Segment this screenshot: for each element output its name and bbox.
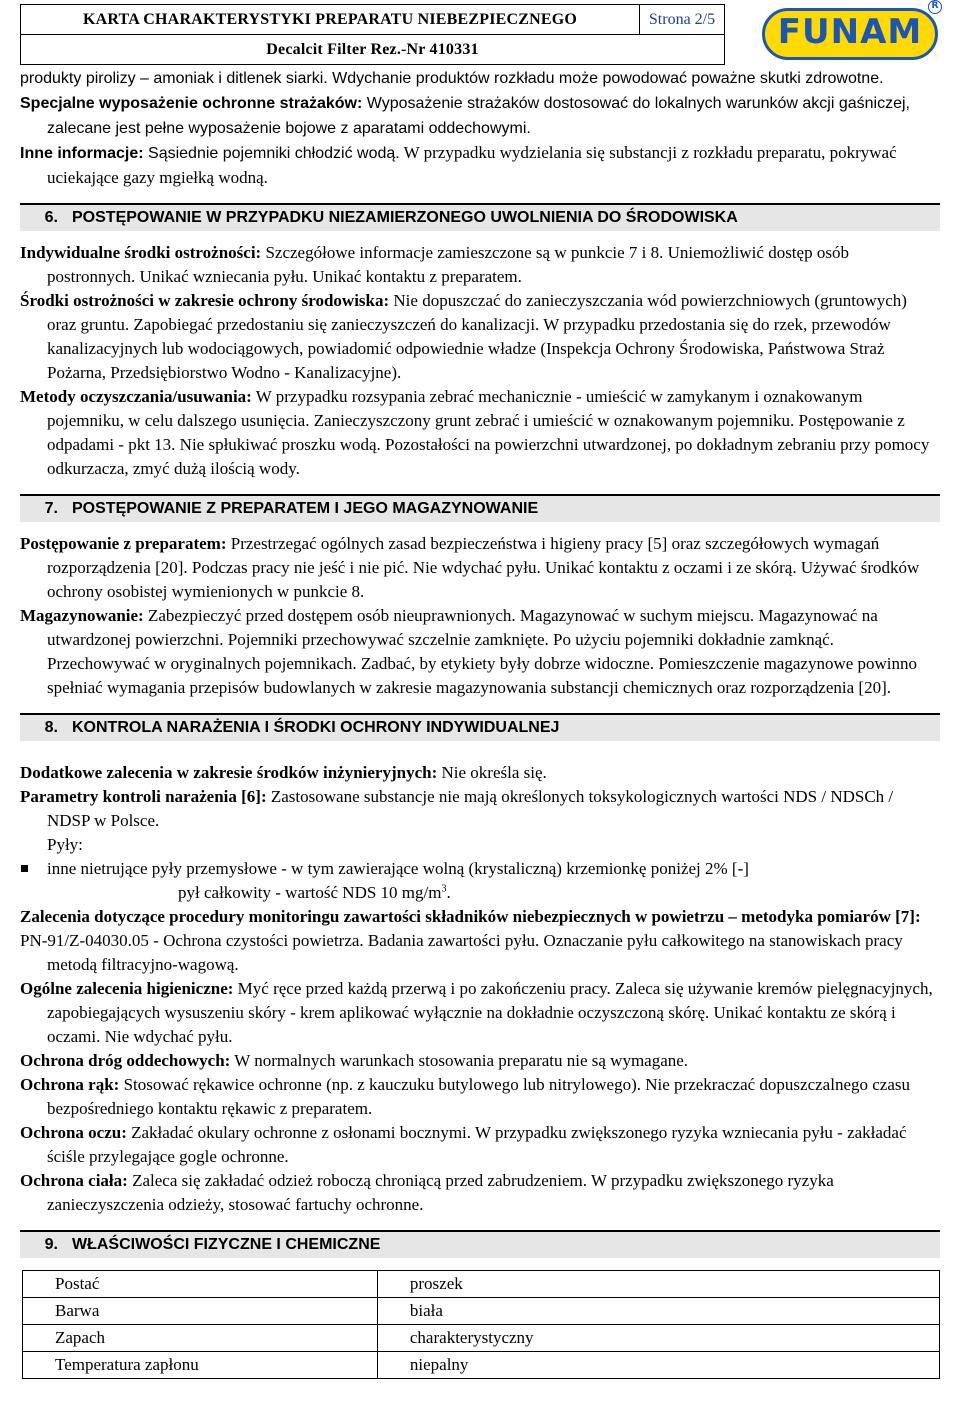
sec8-paragraph-1: Dodatkowe zalecenia w zakresie środków inżynieryjnych: Nie określa się. [20,763,547,782]
sec6-paragraph-2: Środki ostrożności w zakresie ochrony środowiska: Nie dopuszczać do zanieczyszczania wód powierzchniowych (gruntowych) oraz gruntu. Zapobiegać przedostaniu się zanieczyszczeń do kanalizacji. W przypadku przedostania się do rzek, przewodów kanalizacyjnych lub wodociągowych, powiadomić odpowiednie władze (Inspekcja Ochrony Środowiska, Państwowa Straż Pożarna, Przedsiębiorstwo Wodno - Kanalizacyjne). [20,291,907,382]
table-row [23,1325,940,1352]
intro-paragraph-3: Inne informacje: Sąsiednie pojemniki chłodzić wodą. W przypadku wydzielania się substancji z rozkładu preparatu, pokrywać uciekające gazy mgiełką wodną. [20,143,897,187]
properties-table [22,1270,940,1379]
sec8-dust-label: Pyły: [47,835,83,854]
sec8-paragraph-3-text: PN-91/Z-04030.05 - Ochrona czystości powietrza. Badania zawartości pyłu. Oznaczanie pyłu całkowitego na stanowiskach pracy metodą filtracyjno-wagową. [20,931,903,974]
sec8-bullet-item: inne nietrujące pyły przemysłowe - w tym zawierające wolną (krystaliczną) krzemionkę poniżej 2% [-] [20,857,940,881]
property-value: niepalny [377,1352,939,1379]
property-value: biała [377,1298,939,1325]
sec8-paragraph-6: Ochrona rąk: Stosować rękawice ochronne (np. z kauczuku butylowego lub nitrylowego). Nie przekraczać dopuszczalnego czasu bezpośredniego kontaktu rękawic z preparatem. [20,1075,910,1118]
header-table [20,4,725,65]
property-value: charakterystyczny [377,1325,939,1352]
sec7-paragraph-1: Postępowanie z preparatem: Przestrzegać ogólnych zasad bezpieczeństwa i higieny pracy [5] oraz szczegółowych wymagań rozporządzenia [20]. Podczas pracy nie jeść i nie pić. Nie wdychać pyłu. Unikać kontaktu z oczami i ze skórą. Używać środków ochrony osobistej wymienionych w punkcie 8. [20,534,920,601]
section-9-heading: 9. WŁAŚCIWOŚCI FIZYCZNE I CHEMICZNE [20,1230,940,1258]
property-name: Barwa [23,1298,378,1325]
document-title: KARTA CHARAKTERYSTYKI PREPARATU NIEBEZPIECZNEGO [21,5,640,35]
page-number: Strona 2/5 [640,5,725,35]
product-name: Decalcit Filter Rez.-Nr 410331 [21,35,725,65]
sec7-paragraph-2: Magazynowanie: Zabezpieczyć przed dostępem osób nieuprawnionych. Magazynować w suchym miejscu. Magazynować na utwardzonej powierzchni. Pojemniki przechowywać szczelnie zamknięte. Po użyciu pojemniki dokładnie zamknąć. Przechowywać w oryginalnych pojemnikach. Zadbać, by etykiety były dobrze widoczne. Pomieszczenie magazynowe powinno spełniać wymagania przepisów budowlanych w zakresie magazynowania substancji chemicznych oraz rozporządzenia [20]. [20,606,918,697]
intro-paragraph-1: produkty pirolizy – amoniak i ditlenek siarki. Wdychanie produktów rozkładu może powodować poważne skutki zdrowotne. [20,70,884,87]
logo-text: FUNAM [777,12,923,52]
table-row [23,1298,940,1325]
property-name: Zapach [23,1325,378,1352]
sec6-paragraph-1: Indywidualne środki ostrożności: Szczegółowe informacje zamieszczone są w punkcie 7 i 8. Uniemożliwić dostęp osób postronnych. Unikać wzniecania pyłu. Unikać kontaktu z preparatem. [20,243,849,286]
sec8-paragraph-3: Zalecenia dotyczące procedury monitoringu zawartości składników niebezpiecznych w powietrzu – metodyka pomiarów [7]: [20,907,921,926]
sec8-paragraph-8: Ochrona ciała: Zaleca się zakładać odzież roboczą chroniącą przed zabrudzeniem. W przypadku zwiększonego ryzyka zanieczyszczenia odzieży, stosować fartuchy ochronne. [20,1171,834,1214]
funam-logo [762,2,942,62]
sec6-paragraph-3: Metody oczyszczania/usuwania: W przypadku rozsypania zebrać mechanicznie - umieścić w zamykanym i oznakowanym pojemniku, w celu dalszego usunięcia. Zanieczyszczony grunt zebrać i umieścić w oznakowanym pojemniku. Postępowanie z odpadami - pkt 13. Nie spłukiwać proszku wodą. Pozostałości na powierzchni utwardzonej, po dokładnym zebraniu przy pomocy odkurzacza, zmyć dużą ilością wody. [20,387,930,478]
property-name: Postać [23,1271,378,1298]
section-6-heading: 6. POSTĘPOWANIE W PRZYPADKU NIEZAMIERZONEGO UWOLNIENIA DO ŚRODOWISKA [20,203,940,231]
table-row [23,1271,940,1298]
sec8-paragraph-7: Ochrona oczu: Zakładać okulary ochronne z osłonami bocznymi. W przypadku zwiększonego ryzyka wzniecania pyłu - zakładać ściśle przylegające gogle ochronne. [20,1123,907,1166]
sec8-paragraph-4: Ogólne zalecenia higieniczne: Myć ręce przed każdą przerwą i po zakończeniu pracy. Zaleca się używanie kremów pielęgnacyjnych, zapobiegających wysuszeniu skóry - krem aplikować wyłącznie na dokładnie oczyszczoną skórę. Unikać kontaktu ze skórą i oczami. Nie wdychać pyłu. [20,979,933,1046]
property-name: Temperatura zapłonu [23,1352,378,1379]
section-7-heading: 7. POSTĘPOWANIE Z PREPARATEM I JEGO MAGAZYNOWANIE [20,494,940,522]
sec8-paragraph-2: Parametry kontroli narażenia [6]: Zastosowane substancje nie mają określonych toksykologicznych wartości NDS / NDSCh / NDSP w Polsce. [20,787,894,830]
document-body [20,66,940,1379]
sec8-bullet-sub: pył całkowity - wartość NDS 10 $mg/m^3$. [178,883,451,902]
section-8-heading: 8. KONTROLA NARAŻENIA I ŚRODKI OCHRONY INDYWIDUALNEJ [20,713,940,741]
table-row [23,1352,940,1379]
property-value: proszek [377,1271,939,1298]
bullet-square-icon [21,865,28,872]
registered-mark: R [928,0,942,14]
sec8-paragraph-5: Ochrona dróg oddechowych: W normalnych warunkach stosowania preparatu nie są wymagane. [20,1051,689,1070]
intro-paragraph-2: Specjalne wyposażenie ochronne strażaków: Wyposażenie strażaków dostosować do lokalnych warunków akcji gaśniczej, zalecane jest pełne wyposażenie bojowe z aparatami oddechowymi. [20,95,910,137]
